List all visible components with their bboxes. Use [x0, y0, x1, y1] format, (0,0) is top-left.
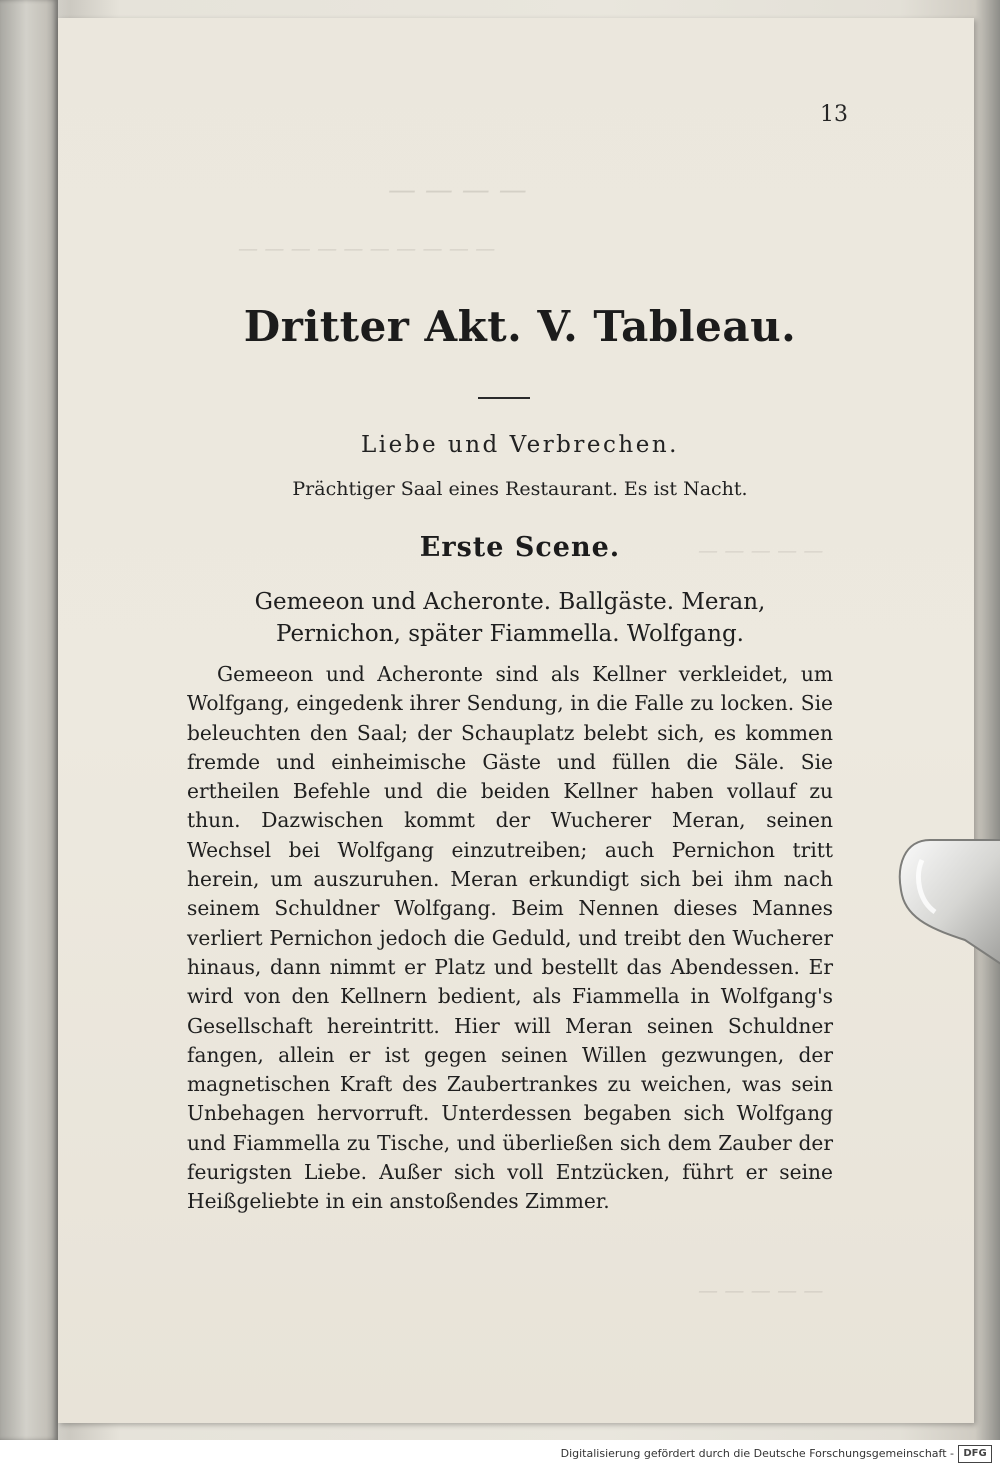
characters-list	[187, 586, 833, 650]
show-through-text: — — — — —	[698, 538, 824, 562]
footer-credit: Digitalisierung gefördert durch die Deutsche Forschungsgemeinschaft -	[560, 1447, 954, 1460]
act-subtitle: Liebe und Verbrechen.	[361, 432, 679, 458]
page-title: Dritter Akt. V. Tableau.	[243, 302, 797, 351]
left-page-edge	[0, 0, 58, 1440]
body-paragraph: Gemeeon und Acheronte sind als Kellner verkleidet, um Wolfgang, eingedenk ihrer Sendung, in die Falle zu locken. Sie beleuchten den Saal; der Schauplatz belebt sich, es kommen fremde und einheimische Gäste und füllen die Säle. Sie ertheilen Befehle und die beiden Kellner haben vollauf zu thun. Dazwischen kommt der Wucherer Meran, seinen Wechsel bei Wolfgang einzutreiben; auch Pernichon tritt herein, um auszuruhen. Meran erkundigt sich bei ihm nach seinem Schuldner Wolfgang. Beim Nennen dieses Mannes verliert Pernichon jedoch die Geduld, und treibt den Wucherer hinaus, dann nimmt er Platz und bestellt das Abendessen. Er wird von den Kellnern bedient, als Fiammella in Wolfgang's Gesellschaft hereintritt. Hier will Meran seinen Schuldner fangen, allein er ist gegen seinen Willen gezwungen, der magnetischen Kraft des Zaubertrankes zu weichen, was sein Unbehagen hervorruft. Unterdessen begaben sich Wolfgang und Fiammella zu Tische, und überließen sich dem Zauber der feurigsten Liebe. Außer sich voll Entzücken, führt er seine Heißgeliebte in ein anstoßendes Zimmer.	[187, 662, 833, 1214]
footer-bar	[0, 1440, 1000, 1467]
setting-line: Prächtiger Saal eines Restaurant. Es ist Nacht.	[292, 478, 748, 500]
characters-line: Gemeeon und Acheronte. Ballgäste. Meran,	[254, 589, 766, 615]
dfg-logo: DFG	[958, 1445, 992, 1463]
show-through-text: — — — — —	[698, 1278, 824, 1302]
page-number: 13	[820, 102, 848, 127]
show-through-text: — — — —	[388, 173, 527, 206]
characters-line: Pernichon, später Fiammella. Wolfgang.	[276, 621, 744, 647]
scene-heading: Erste Scene.	[419, 532, 621, 563]
glass-clip	[890, 820, 1000, 970]
title-rule	[478, 397, 530, 399]
show-through-text: — — — — — — — — — —	[238, 236, 496, 260]
